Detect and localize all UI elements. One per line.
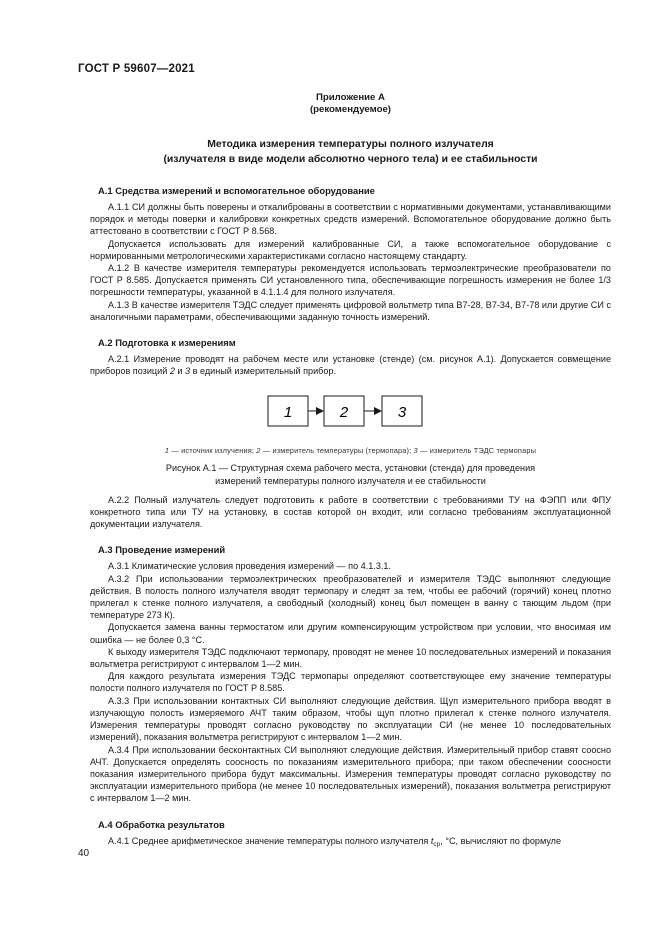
box-3-label: 3 xyxy=(397,404,407,422)
paragraph: Допускается использовать для измерений калиброванные СИ, а также вспомогательное оборудование с нормированными метрологическими характеристиками согласно настоящему стандарту. xyxy=(90,238,611,261)
paragraph: А.4.1 Среднее арифметическое значение температуры полного излучателя $t_{ср}$, °С, вычисляют по формуле xyxy=(108,835,562,848)
paragraph: К выходу измерителя ТЭДС подключают термопару, проводят не менее 10 последовательных измерений и показания вольтметра регистрируют с интервалом 1—2 мин. xyxy=(90,646,611,670)
paragraph: А.3.1 Климатические условия проведения измерений — по 4.1.3.1. xyxy=(108,561,391,572)
method-title xyxy=(90,137,611,167)
page-content xyxy=(90,92,611,851)
paragraph: А.3.4 При использовании бесконтактных СИ выполняют следующие действия. Измерительный прибор ставят соосно АЧТ. Допускается определять соосность по показаниям измерительного прибора; при таком обеспечении соосности показания измерительного прибора будут максимальны. Измерения температуры проводят согласно руководству по эксплуатации измерительного прибора (не менее 10 последовательных измерений), показания вольтметра регистрируют с интервалом 1—2 мин. xyxy=(90,744,611,804)
appendix-subtitle: (рекомендуемое) xyxy=(309,104,391,115)
section-a3-heading: А.3 Проведение измерений xyxy=(98,544,226,556)
paragraph: А.1.1 СИ должны быть поверены и откалиброваны в соответствии с нормативными документами, устанавливающими порядок и методы поверки и калибровки конкретных средств измерений. Вспомогательное оборудование должно быть аттестовано в соответствии с ГОСТ Р 8.568. xyxy=(90,202,611,237)
section-a4-heading: А.4 Обработка результатов xyxy=(98,818,225,830)
paragraph: А.3.3 При использовании контактных СИ выполняют следующие действия. Щуп измерительного прибора вводят в излучающую полость измеряемого АЧТ таким образом, чтобы щуп плотно прилегал к стенке полного излучателя. Измерения температуры проводят согласно руководству по эксплуатации СИ (не менее 10 последовательных измерений), показания вольтметра регистрируют с интервалом 1—2 мин. xyxy=(90,695,611,743)
figure-caption: Рисунок А.1 — Структурная схема рабочего места, установки (стенда) для проведения измерений температуры полного излучателя и ее стабильности xyxy=(165,463,536,486)
paragraph: А.1.2 В качестве измерителя температуры рекомендуется использовать термоэлектрические преобразователи по ГОСТ Р 8.585. Допускается применять СИ установленного типа, обеспечивающие погрешность измерения не более 1/3 погрешности температуры, указанной в 4.1.1.4 для полного излучателя. xyxy=(90,263,611,298)
doc-code-header: ГОСТ Р 59607—2021 xyxy=(78,63,195,75)
section-a2-heading: А.2 Подготовка к измерениям xyxy=(98,337,236,349)
page-number: 40 xyxy=(78,848,90,859)
figure-a1-diagram xyxy=(90,388,611,438)
block-diagram xyxy=(90,388,611,438)
box-1-label: 1 xyxy=(283,404,293,422)
paragraph: А.3.2 При использовании термоэлектрических преобразователей и измерителя ТЭДС выполняют следующие действия. В полость полного излучателя вводят термопару и следят за тем, чтобы ее рабочий (горячий) конец плотно прилегал к стенке полного излучателя, а свободный (холодный) конец был помещен в ванну с тающим льдом (при температуре 273 К). xyxy=(90,573,611,621)
box-2-label: 2 xyxy=(339,404,349,422)
paragraph: А.2.1 Измерение проводят на рабочем месте или установке (стенде) (см. рисунок А.1). Допускается совмещение приборов позиций 2 и 3 в единый измерительный прибор. xyxy=(90,354,611,377)
paragraph: Для каждого результата измерения ТЭДС термопары определяют соответствующее ему значение температуры полости полного излучателя по ГОСТ Р 8.585. xyxy=(90,671,611,694)
method-title-line1: Методика измерения температуры полного излучателя xyxy=(207,139,494,150)
paragraph: А.2.2 Полный излучатель следует подготовить к работе в соответствии с требованиями ТУ на ФЭПП или ФПУ конкретного типа или ТУ на установку, в состав которой он входит, или согласно требованиям эксплуатационной документации излучателя. xyxy=(90,494,611,530)
paragraph: Допускается замена ванны термостатом или другим компенсирующим устройством при условии, что вносимая им ошибка — не более 0,3 °С. xyxy=(90,622,611,645)
section-a1-heading: А.1 Средства измерений и вспомогательное оборудование xyxy=(98,185,375,196)
figure-legend: 1 — источник излучения; 2 — измеритель температуры (термопара); 3 — измеритель ТЭДС термопары xyxy=(164,446,537,456)
appendix-title: Приложение А xyxy=(316,92,385,103)
paragraph: А.1.3 В качестве измерителя ТЭДС следует применять цифровой вольтметр типа В7-28, В7-34, В7-78 или другие СИ с аналогичными параметрами, обеспечивающими заданную точность измерений. xyxy=(90,299,611,322)
method-title-line2: (излучателя в виде модели абсолютно черного тела) и ее стабильности xyxy=(163,154,538,165)
